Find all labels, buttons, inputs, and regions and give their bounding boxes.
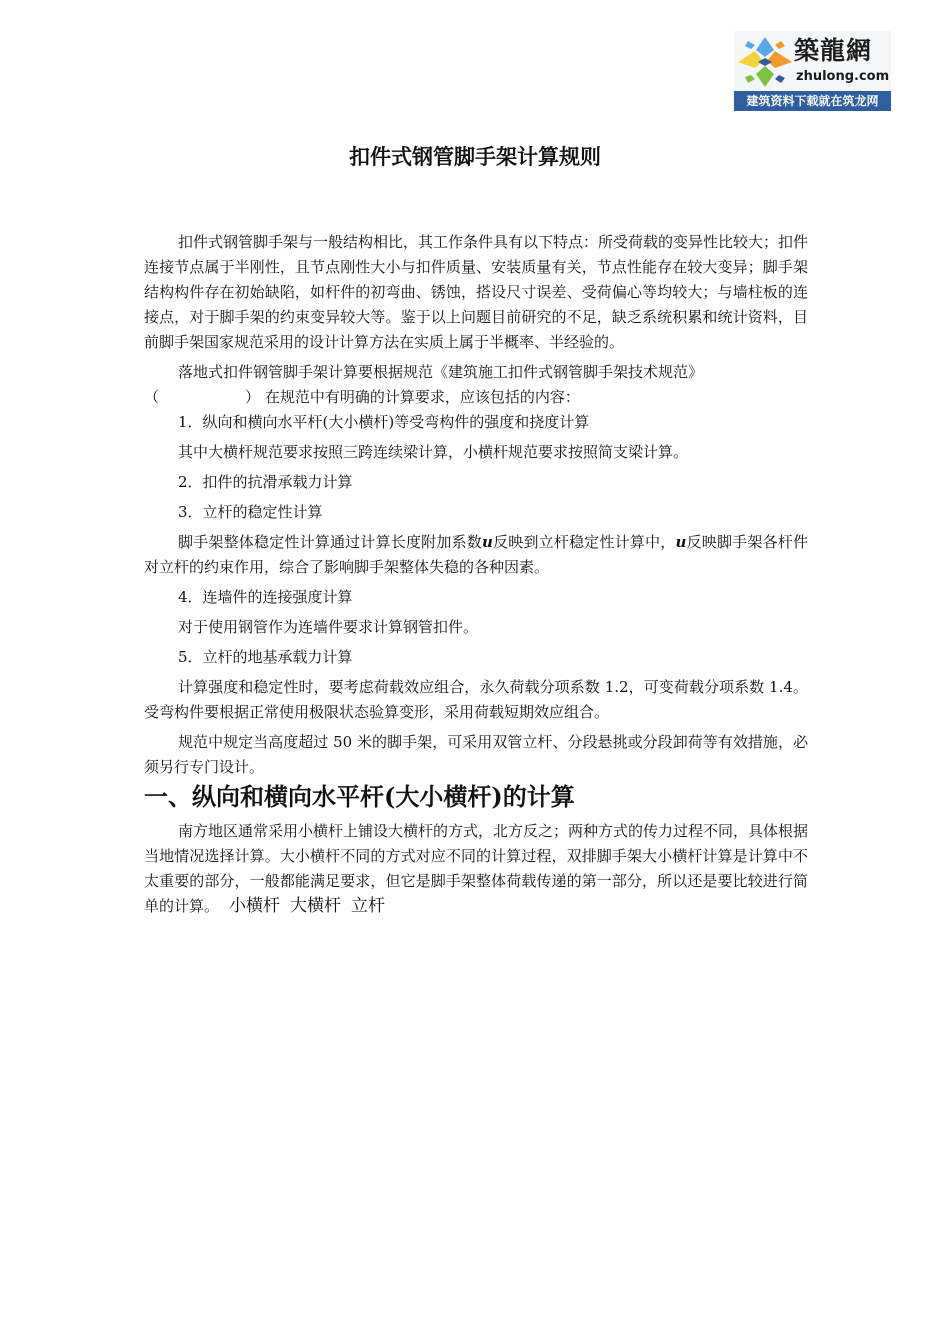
height-limit-paragraph: 规范中规定当高度超过 50 米的脚手架，可采用双管立杆、分段悬挑或分段卸荷等有效措施，必须另行专门设计。: [144, 733, 808, 776]
list-item-3-note: [144, 530, 808, 580]
list-item-1: 1．纵向和横向水平杆(大小横杆)等受弯构件的强度和挠度计算: [178, 413, 590, 431]
coefficient-u-2: u: [675, 533, 687, 551]
list-item-5: 5．立杆的地基承载力计算: [178, 648, 353, 666]
logo-name-en: zhulong.com: [796, 69, 890, 84]
logo-diamond-icon: [736, 35, 794, 89]
logo-top: [734, 31, 891, 91]
intro-paragraph: 扣件式钢管脚手架与一般结构相比，其工作条件具有以下特点：所受荷载的变异性比较大；扣件连接节点属于半刚性，且节点刚性大小与扣件质量、安装质量有关，节点性能存在较大变异；脚手架结构构件存在初始缺陷，如杆件的初弯曲、锈蚀，搭设尺寸误差、受荷偏心等均较大；与墙柱板的连接点，对于脚手架的约束变异较大等。鉴于以上问题目前研究的不足，缺乏系统积累和统计资料，目前脚手架国家规范采用的设计计算方法在实质上属于半概率、半经验的。: [144, 233, 809, 351]
section-1-heading: 一、纵向和横向水平杆(大小横杆)的计算: [144, 782, 575, 811]
logo-slogan: 建筑资料下载就在筑龙网: [734, 91, 891, 111]
label-upright-pole: 立杆: [351, 896, 386, 916]
document-title: 扣件式钢管脚手架计算规则: [349, 145, 601, 169]
logo-name-cn: 築龍網: [794, 36, 873, 65]
list-item-3: 3．立杆的稳定性计算: [178, 503, 323, 521]
list-item-1-note: 其中大横杆规范要求按照三跨连续梁计算，小横杆规范要求按照简支梁计算。: [178, 443, 689, 461]
section-1-text: 南方地区通常采用小横杆上铺设大横杆的方式，北方反之；两种方式的传力过程不同，具体根据当地情况选择计算。大小横杆不同的方式对应不同的计算过程，双排脚手架大小横杆计算是计算中不太重要的部分，一般都能满足要求，但它是脚手架整体荷载传递的第一部分，所以还是要比较进行简单的计算。: [144, 822, 809, 915]
note3-part-a: 脚手架整体稳定性计算通过计算长度附加系数: [178, 533, 482, 551]
list-item-4-note: 对于使用钢管作为连墙件要求计算钢管扣件。: [178, 618, 479, 636]
label-large-crossbar: 大横杆: [290, 896, 342, 916]
spec-paragraph-line1: 落地式扣件钢管脚手架计算要根据规范《建筑施工扣件式钢管脚手架技术规范》: [178, 363, 704, 381]
note3-part-c: 反映脚手架各杆件对立杆的约束作用，综合了影响脚手架整体失稳的各种因素。: [144, 533, 808, 576]
spec-paren-close: ）: [245, 388, 261, 406]
spec-paragraph-line2: [144, 385, 808, 410]
spec-paren-open: （: [144, 388, 160, 406]
list-item-4: 4．连墙件的连接强度计算: [178, 588, 353, 606]
coefficient-u-1: u: [481, 533, 493, 551]
section-1-body: [144, 819, 808, 919]
zhulong-logo[interactable]: [734, 31, 891, 111]
note3-part-b: 反映到立杆稳定性计算中，: [492, 533, 676, 551]
document-body: [144, 230, 808, 924]
label-small-crossbar: 小横杆: [229, 896, 281, 916]
spec-requirement-text: 在规范中有明确的计算要求，应该包括的内容：: [264, 388, 580, 406]
diagram-labels: [219, 896, 385, 916]
list-item-2: 2．扣件的抗滑承载力计算: [178, 473, 353, 491]
load-combination-paragraph: 计算强度和稳定性时，要考虑荷载效应组合，永久荷载分项系数 1.2，可变荷载分项系数 1.4。受弯构件要根据正常使用极限状态验算变形，采用荷载短期效应组合。: [144, 678, 808, 721]
